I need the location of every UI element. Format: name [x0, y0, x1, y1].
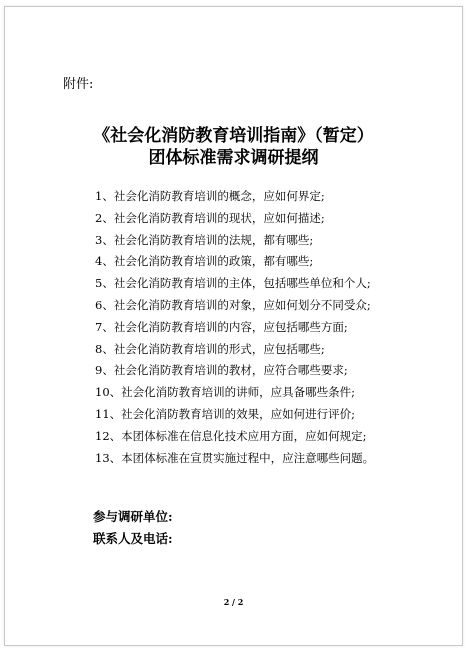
question-item: 11、社会化消防教育培训的效果，应如何进行评价; — [95, 406, 356, 421]
question-item: 2、社会化消防教育培训的现状，应如何描述; — [95, 210, 325, 225]
question-list — [95, 186, 374, 469]
question-item: 10、社会化消防教育培训的讲师，应具备哪些条件; — [95, 385, 356, 400]
question-item: 1、社会化消防教育培训的概念，应如何界定; — [95, 189, 325, 203]
question-item: 5、社会化消防教育培训的主体，包括哪些单位和个人; — [95, 276, 371, 291]
attachment-label: 附件: — [63, 77, 94, 92]
question-item: 9、社会化消防教育培训的教材，应符合哪些要求; — [95, 363, 348, 378]
question-item: 13、本团体标准在宣贯实施过程中，应注意哪些问题。 — [95, 450, 375, 465]
question-item: 3、社会化消防教育培训的法规，都有哪些; — [95, 232, 314, 247]
question-item: 8、社会化消防教育培训的形式，应包括哪些; — [95, 341, 325, 356]
document-title: 《社会化消防教育培训指南》（暂定） — [93, 126, 374, 146]
question-item: 12、本团体标准在信息化技术应用方面，应如何规定; — [95, 428, 367, 443]
document-page — [4, 6, 463, 646]
contact-label: 联系人及电话: — [93, 531, 173, 546]
question-item: 6、社会化消防教育培训的对象，应如何划分不同受众; — [95, 297, 371, 312]
document-subtitle: 团体标准需求调研提纲 — [148, 148, 319, 168]
question-item: 4、社会化消防教育培训的政策，都有哪些; — [95, 254, 314, 269]
participating-unit-label: 参与调研单位: — [93, 509, 173, 524]
page-number: 2 / 2 — [223, 597, 244, 607]
question-item: 7、社会化消防教育培训的内容，应包括哪些方面; — [95, 319, 348, 334]
